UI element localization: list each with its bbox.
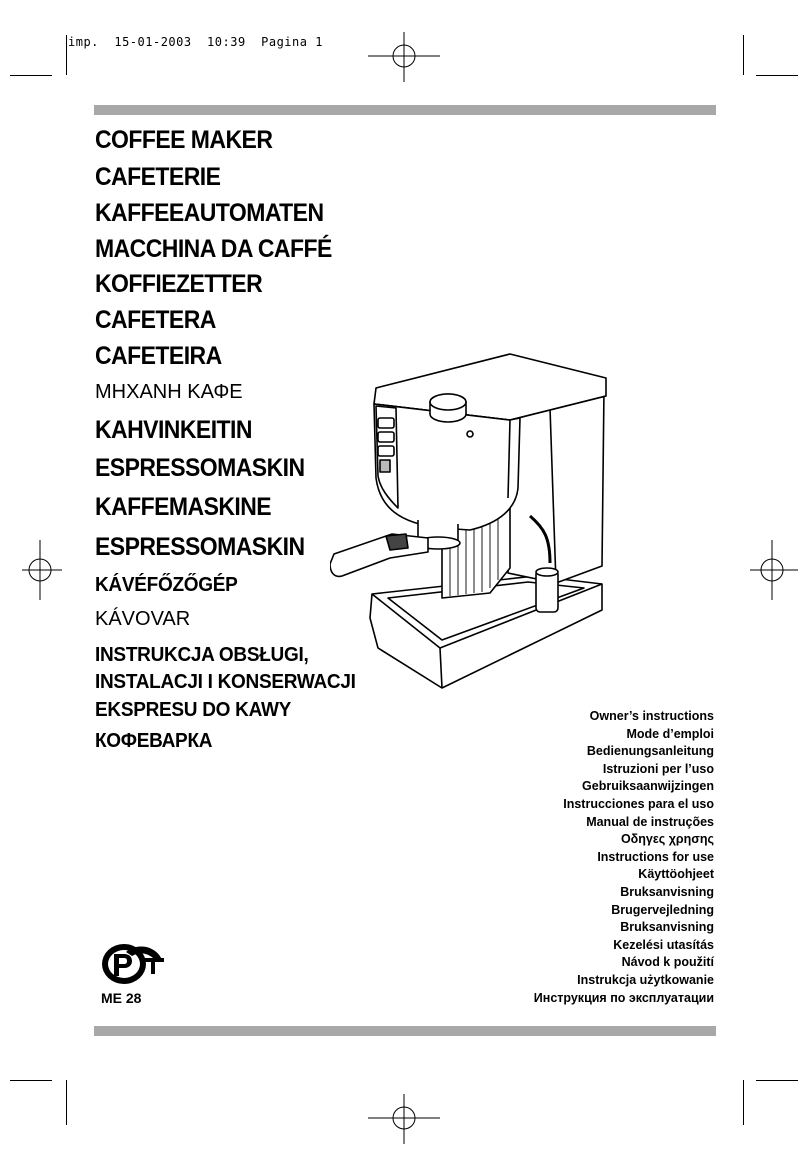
- crop-mark: [743, 35, 744, 75]
- title-dutch: KOFFIEZETTER: [95, 270, 263, 298]
- instruction-hungarian: Kezelési utasítás: [613, 937, 714, 952]
- instruction-english-2: Instructions for use: [597, 849, 714, 864]
- instruction-dutch: Gebruiksaanwijzingen: [582, 779, 714, 794]
- instruction-portuguese: Manual de instruções: [586, 814, 714, 829]
- registration-mark-bottom: [368, 1092, 440, 1148]
- registration-mark-top: [368, 30, 440, 86]
- instruction-greek: Οδηγες χρησης: [620, 832, 714, 847]
- certification-mark: [96, 940, 166, 1006]
- title-danish: KAFFEMASKINE: [95, 493, 272, 521]
- title-spanish: CAFETERA: [95, 306, 216, 334]
- registration-mark-left: [22, 540, 62, 600]
- instruction-spanish: Instrucciones para el uso: [563, 796, 714, 811]
- title-russian: КОФЕВАРКА: [95, 730, 213, 752]
- instruction-swedish: Bruksanvisning: [620, 884, 714, 899]
- instruction-finnish: Käyttöohjeet: [638, 867, 714, 882]
- title-polish-line2: INSTALACJI I KONSERWACJI: [95, 671, 356, 693]
- instructions-list: [534, 708, 714, 1007]
- crop-mark: [10, 1080, 52, 1081]
- title-czech: KÁVOVAR: [95, 608, 191, 630]
- instruction-english: Owner’s instructions: [589, 709, 714, 723]
- crop-mark: [743, 1080, 744, 1125]
- coffee-maker-illustration: [330, 348, 615, 693]
- title-hungarian: KÁVÉFŐZŐGÉP: [95, 574, 238, 596]
- instruction-french: Mode d’emploi: [626, 726, 714, 741]
- crop-mark: [756, 75, 798, 76]
- registration-mark-right: [750, 540, 798, 600]
- title-portuguese: CAFETEIRA: [95, 342, 222, 370]
- instruction-polish: Instrukcja użytkowanie: [577, 972, 714, 987]
- instruction-danish: Brugervejledning: [611, 902, 714, 917]
- crop-mark: [10, 75, 52, 76]
- title-english: COFFEE MAKER: [95, 126, 273, 154]
- instruction-norwegian: Bruksanvisning: [620, 920, 714, 935]
- title-greek: ΜΗΧΑΝΗ ΚΑΦΕ: [95, 381, 243, 403]
- instruction-russian: Инструкция по эксплуатации: [533, 990, 714, 1005]
- print-header: imp. 15-01-2003 10:39 Pagina 1: [68, 35, 323, 49]
- title-swedish: ESPRESSOMASKIN: [95, 454, 305, 482]
- top-gray-bar: [94, 105, 716, 115]
- instruction-german: Bedienungsanleitung: [586, 744, 714, 759]
- bottom-gray-bar: [94, 1026, 716, 1036]
- title-italian: MACCHINA DA CAFFÉ: [95, 235, 332, 263]
- title-french: CAFETERIE: [95, 163, 221, 191]
- crop-mark: [66, 1080, 67, 1125]
- title-norwegian: ESPRESSOMASKIN: [95, 533, 305, 561]
- crop-mark: [66, 35, 67, 75]
- instruction-italian: Istruzioni per l’uso: [602, 761, 714, 776]
- instruction-czech: Návod k použití: [621, 955, 714, 970]
- certification-label: ME 28: [101, 990, 142, 1006]
- crop-mark: [756, 1080, 798, 1081]
- title-german: KAFFEEAUTOMATEN: [95, 199, 324, 227]
- title-polish-line1: INSTRUKCJA OBSŁUGI,: [95, 644, 309, 666]
- pct-logo-icon: [96, 940, 166, 988]
- title-finnish: KAHVINKEITIN: [95, 416, 252, 444]
- title-polish-line3: EKSPRESU DO KAWY: [95, 699, 292, 721]
